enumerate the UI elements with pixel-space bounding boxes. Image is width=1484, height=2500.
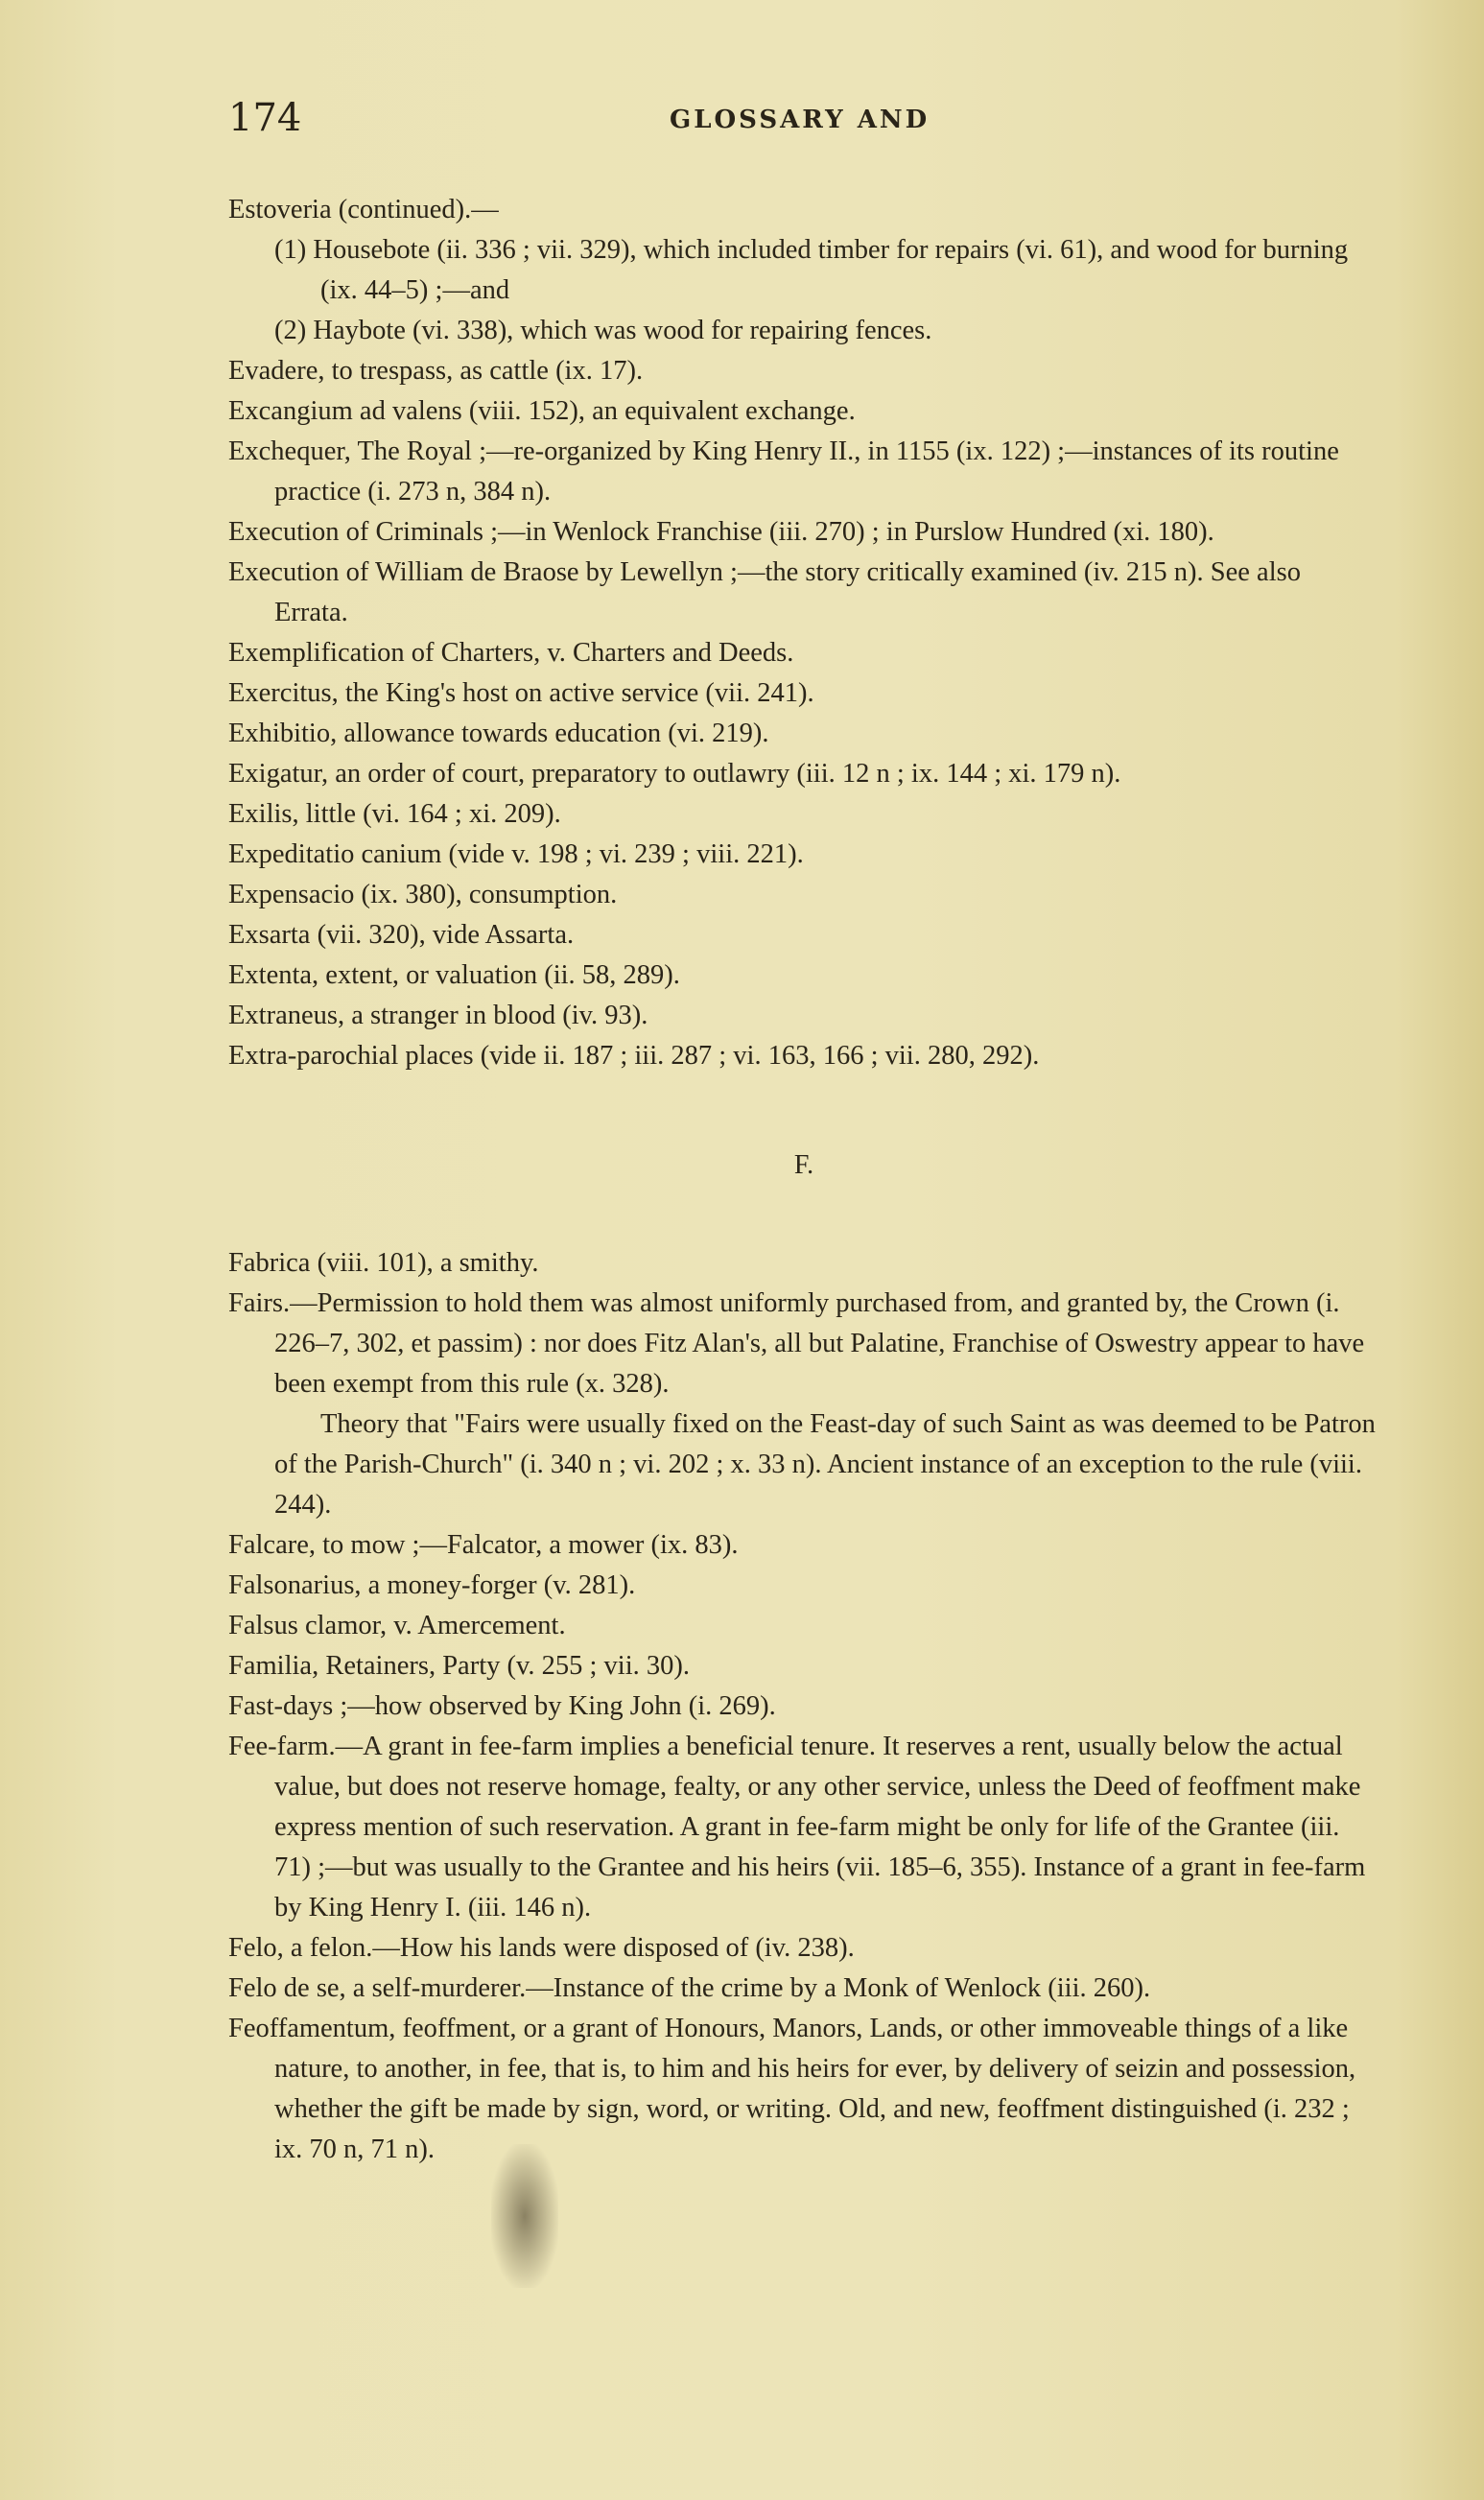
glossary-entry: Fabrica (viii. 101), a smithy. [228, 1248, 539, 1278]
glossary-content [228, 190, 1379, 2170]
running-head: GLOSSARY AND [670, 106, 930, 134]
glossary-entry: Felo, a felon.—How his lands were disposed of (iv. 238). [228, 1933, 855, 1963]
glossary-entry: Falcare, to mow ;—Falcator, a mower (ix. 83). [228, 1530, 739, 1560]
section-letter-heading: F. [793, 1150, 814, 1180]
glossary-entry: Expeditatio canium (vide v. 198 ; vi. 239 ; viii. 221). [228, 839, 804, 869]
glossary-entry: Expensacio (ix. 380), consumption. [228, 880, 618, 909]
glossary-entry: Estoveria (continued).— [228, 195, 499, 224]
glossary-paragraph: Theory that "Fairs were usually fixed on the Feast-day of such Saint as was deemed to be Patron of the Parish-Church" (i. 340 n ; vi. 202 ; x. 33 n). Ancient instance of an exception to the rule (viii. 244). [274, 1409, 1376, 1520]
glossary-entry: Falsonarius, a money-forger (v. 281). [228, 1570, 636, 1600]
page-header [228, 96, 1340, 153]
page-number: 174 [228, 96, 302, 140]
glossary-entry: Extra-parochial places (vide ii. 187 ; iii. 287 ; vi. 163, 166 ; vii. 280, 292). [228, 1041, 1040, 1071]
glossary-entry: Familia, Retainers, Party (v. 255 ; vii. 30). [228, 1651, 690, 1681]
glossary-entry: Feoffamentum, feoffment, or a grant of Honours, Manors, Lands, or other immoveable things of a like nature, to another, in fee, that is, to him and his heirs for ever, by delivery of seizin and possession, whether the gift be made by sign, word, or writing. Old, and new, feoffment distinguished (i. 232 ; ix. 70 n, 71 n). [228, 2014, 1356, 2164]
glossary-subentries [228, 230, 1379, 351]
glossary-entry: Exercitus, the King's host on active service (vii. 241). [228, 678, 814, 708]
glossary-entry: Exigatur, an order of court, preparatory to outlawry (iii. 12 n ; ix. 144 ; xi. 179 n). [228, 759, 1121, 789]
glossary-entry: Evadere, to trespass, as cattle (ix. 17). [228, 356, 644, 386]
glossary-entry: Fast-days ;—how observed by King John (i. 269). [228, 1691, 776, 1721]
glossary-entry: Exchequer, The Royal ;—re-organized by King Henry II., in 1155 (ix. 122) ;—instances of its routine practice (i. 273 n, 384 n). [228, 436, 1339, 507]
glossary-entry: Fee-farm.—A grant in fee-farm implies a beneficial tenure. It reserves a rent, usually below the actual value, but does not reserve homage, fealty, or any other service, unless the Deed of feoffment make express mention of such reservation. A grant in fee-farm might be only for life of the Grantee (iii. 71) ;—but was usually to the Grantee and his heirs (vii. 185–6, 355). Instance of a grant in fee-farm by King Henry I. (iii. 146 n). [228, 1732, 1366, 1922]
glossary-subentry: (2) Haybote (vi. 338), which was wood for repairing fences. [274, 316, 932, 345]
glossary-entry: Extenta, extent, or valuation (ii. 58, 289). [228, 960, 680, 990]
glossary-entry: Falsus clamor, v. Amercement. [228, 1611, 566, 1640]
glossary-entry: Execution of William de Braose by Lewellyn ;—the story critically examined (iv. 215 n). See also Errata. [228, 557, 1301, 627]
glossary-entry: Exsarta (vii. 320), vide Assarta. [228, 920, 575, 950]
ink-smudge [491, 2144, 558, 2288]
glossary-entry: Felo de se, a self-murderer.—Instance of the crime by a Monk of Wenlock (iii. 260). [228, 1973, 1151, 2003]
glossary-entry: Excangium ad valens (viii. 152), an equivalent exchange. [228, 396, 856, 426]
glossary-entry: Exemplification of Charters, v. Charters and Deeds. [228, 638, 794, 668]
glossary-subentry: (1) Housebote (ii. 336 ; vii. 329), which included timber for repairs (vi. 61), and wood for burning (ix. 44–5) ;—and [274, 235, 1349, 305]
glossary-entry: Fairs.—Permission to hold them was almost uniformly purchased from, and granted by, the Crown (i. 226–7, 302, et passim) : nor does Fitz Alan's, all but Palatine, Franchise of Oswestry appear to have been exempt from this rule (x. 328). [228, 1288, 1365, 1399]
glossary-entry: Extraneus, a stranger in blood (iv. 93). [228, 1001, 648, 1030]
glossary-entry: Execution of Criminals ;—in Wenlock Franchise (iii. 270) ; in Purslow Hundred (xi. 180). [228, 517, 1214, 547]
glossary-entry: Exhibitio, allowance towards education (vi. 219). [228, 719, 769, 748]
glossary-entry: Exilis, little (vi. 164 ; xi. 209). [228, 799, 561, 829]
